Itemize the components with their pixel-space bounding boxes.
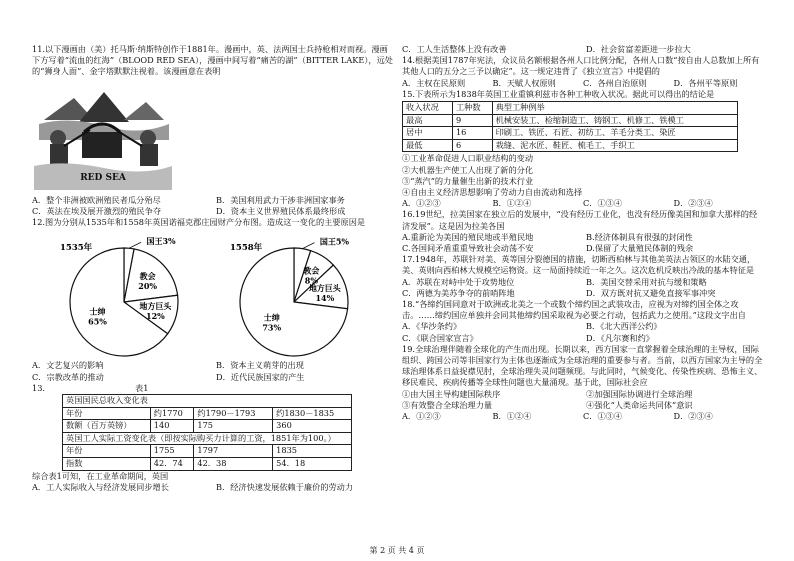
q12-option-d: D．近代民族国家的产生 (216, 371, 305, 382)
q16-option-d: D.保留了大量殖民体制的残余 (586, 243, 694, 254)
pie-1535-label-1: 教会 20% (138, 271, 157, 292)
table-cell: 约1830－1835 (273, 407, 352, 420)
q14-option-c: C．各州自治原则 (583, 77, 647, 88)
q16-option-b: B.经济体制具有很强的封闭性 (586, 231, 693, 242)
table-cell: 42．74 (150, 458, 194, 471)
q16-option-c: C.各国间矛盾重重导致社会动荡不安 (402, 243, 534, 254)
q13-heading (32, 383, 394, 394)
table-cell: 数额（百万英镑） (63, 420, 151, 433)
table-row (403, 127, 738, 140)
pie-1558-label-1: 教会 8% (303, 266, 320, 287)
q18-options (402, 321, 764, 343)
table-cell: 54．18 (273, 458, 352, 471)
q13-number: 13. (32, 382, 46, 393)
table-cell: 年份 (63, 407, 151, 420)
q18-option-a: A．《华沙条约》 (402, 321, 462, 332)
q19-options (402, 411, 764, 422)
table-cell: 指数 (63, 458, 151, 471)
table-header: 英国国民总收入变化表 (63, 395, 352, 408)
q19-option-c: C．①③④ (583, 411, 623, 422)
table-cell: 最高 (403, 114, 453, 127)
table-cell: 印刷工、铁匠、石匠、初纺工、羊毛分类工、染匠 (492, 127, 737, 140)
q12-pie-charts (32, 230, 372, 360)
q14-option-a: A．主权在民原则 (402, 77, 466, 88)
table-header-cell: 收入状况 (403, 102, 453, 115)
table-row (403, 139, 738, 152)
table-cell: 约1790－1793 (194, 407, 273, 420)
table-cell: 栽缝、泥水匠、鞋匠、梳毛工、手织工 (492, 139, 737, 152)
table-row (63, 420, 352, 433)
table-cell: 1797 (194, 445, 273, 458)
pie-1535-year-label: 1535年 (60, 243, 93, 254)
q12-option-b: B．资本主义萌芽的出现 (216, 360, 304, 371)
q15-options (402, 198, 764, 209)
table-header-cell: 工种数 (452, 102, 492, 115)
national-income-table (62, 394, 352, 471)
table-row (63, 445, 352, 458)
pie-1558-leader-line (302, 243, 314, 249)
table-row (403, 114, 738, 127)
q12-stem: 12.图为分别从1535年和1558年英国诺福克郡庄园财产分布图。造成这一变化的主要原因是 (32, 217, 366, 228)
q12-option-a: A．文艺复兴的影响 (32, 360, 104, 371)
cartoon-caption: RED SEA (80, 172, 126, 183)
q15-item-2: ②大机器生产使工人出现了新的分化 (402, 164, 534, 175)
pie-1558-label-0: 国王5% (319, 237, 350, 248)
q18-option-d: D．《凡尔赛和约》 (586, 332, 654, 343)
q15-stem: 15.下表所示为1838年英国工业重镇利兹市各种工种收入状况。据此可以得出的结论是 (402, 88, 715, 99)
q15-option-b: B．①②④ (492, 198, 532, 209)
q14-options (402, 78, 764, 89)
q13-options-cont (402, 44, 764, 55)
table-cell: 居中 (403, 127, 453, 140)
q14-option-b: B．天赋人权原则 (492, 77, 556, 88)
q13-option-d: D．社会贫富差距进一步拉大 (586, 44, 691, 54)
q15-item-3: ③“蒸汽”的力量催生出新的技术行业 (402, 175, 534, 186)
table-row (63, 407, 352, 420)
q11-option-b: B．美国利用武力干涉非洲国家事务 (216, 194, 345, 205)
q13-options (32, 482, 394, 493)
q15-option-c: C．①③④ (583, 198, 623, 209)
q17-options (402, 277, 764, 299)
table-cell: 16 (452, 127, 492, 140)
q17-option-b: B．美国交替采用对抗与缓和策略 (586, 276, 707, 287)
q13-stem: 综合表1可知，在工业革命期间，英国 (32, 470, 169, 481)
table-cell: 1835 (273, 445, 352, 458)
table-cell: 360 (273, 420, 352, 433)
page-footer: 第 2 页 共 4 页 (369, 546, 425, 555)
q13-table-title: 表1 (135, 382, 149, 393)
table-cell: 1755 (150, 445, 194, 458)
q12-option-c: C．宗教改革的推动 (32, 371, 104, 382)
q13-option-c: C．工人生活整体上没有改善 (402, 44, 507, 54)
q11-option-c: C．英法在埃及展开激烈的殖民争夺 (32, 206, 162, 217)
q19-stem: 19.全球治理伴随着全球化的产生而出现。长期以来，西方国家一直掌握着全球治理的主导权，国际组织、跨国公司等非国家行为主体也逐渐成为全球治理的重要参与者。当前，以西方国家为主导的全球治理体系日益捉襟见肘，全球治理失灵问题频现。与此同时，气候变化、传染性疾病、恐怖主义、移民难民、疾病传播等全球性问题也大量涌现。基于此，国际社会应 (402, 343, 763, 388)
q15-option-a: A．①②③ (402, 198, 441, 209)
q15-option-d: D．②③④ (673, 198, 713, 209)
table-cell: 6 (452, 139, 492, 152)
q16-stem: 16.19世纪，拉美国家在独立后的发展中，“没有经历工业化，也没有经历像美国和加拿大那样的经济发展”。这是因为拉美各国 (402, 209, 758, 231)
q15-item-4: ④自由主义经济思想影响了劳动力自由流动和选择 (402, 187, 583, 197)
table-cell: 175 (194, 420, 273, 433)
q15-item-1: ①工业革命促进人口职业结构的变动 (402, 153, 534, 164)
table-cell: 最低 (403, 139, 453, 152)
q19-items (402, 389, 764, 411)
leeds-income-table (402, 101, 738, 152)
left-column (32, 44, 394, 493)
pie-1558-label-3: 士绅 73% (262, 313, 282, 334)
q14-stem: 14.根据美国1787年宪法，众议员名额根据各州人口比例分配，各州人口数“按自由人总数加上所有其他人口的五分之三予以确定”。这一规定违背了《独立宣言》中提倡的 (402, 55, 760, 77)
table-header-row (403, 102, 738, 115)
q13-option-b: B．经济快速发展依赖于廉价的劳动力 (216, 481, 354, 492)
table-cell: 年份 (63, 445, 151, 458)
table-cell: 140 (150, 420, 194, 433)
pie-1535-label-0: 国王3% (146, 236, 176, 247)
pie-1558-label-2: 地方巨头 14% (308, 283, 341, 304)
q19-item-3: ③有效整合全球治理力量 (402, 399, 493, 410)
pie-1558-year-label: 1558年 (230, 243, 263, 254)
q18-option-c: C．《联合国家宣言》 (402, 332, 478, 343)
table-cell: 约1770 (150, 407, 194, 420)
q14-option-d: D．各州平等原则 (673, 77, 738, 88)
q16-option-a: A.重新沦为美国的殖民地或半殖民地 (402, 231, 534, 242)
table-cell: 9 (452, 114, 492, 127)
table-cell: 42．38 (194, 458, 273, 471)
q11-option-d: D．资本主义世界殖民体系最终形成 (216, 206, 346, 217)
q17-option-a: A．苏联在对峙中处于攻势地位 (402, 276, 515, 287)
pie-chart-1535 (32, 230, 202, 360)
q19-item-4: ④强化“人类命运共同体”意识 (586, 399, 693, 410)
q19-option-b: B．①②④ (492, 411, 532, 422)
q19-option-a: A．①②③ (402, 411, 441, 422)
nast-cartoon-image (34, 80, 172, 190)
q19-option-d: D．②③④ (673, 411, 713, 422)
pie-1535-leader-line (129, 243, 141, 249)
table-header-cell: 典型工种例举 (492, 102, 737, 115)
q11-stem: 11.以下漫画由（美）托马斯·纳斯特创作于1881年。漫画中，英、法两国士兵持枪相对而视。漫画下方写着“流血的红海”（BLOOD RED SEA），漫画中间写着“痛苦的湖”（BITTER LAKE），远处的“狮身人面”、金字塔默默注视着。该漫画意在表明 (32, 44, 393, 77)
q11-options (32, 195, 394, 217)
pie-1535-label-3: 士绅 65% (88, 306, 107, 327)
q19-item-1: ①由大国主导构建国际秩序 (402, 388, 501, 399)
table-header: 英国工人实际工资变化表（即按实际购买力计算的工资，1851年为100。） (63, 432, 352, 445)
right-column (402, 44, 764, 422)
q17-option-d: D．双方既对抗又避免直接军事冲突 (586, 287, 716, 298)
q17-stem: 17.1948年，苏联针对美、英等国分裂德国的措施，切断西柏林与其他美英法占领区的水陆交通，美、英则向西柏林大规模空运物资。这一局面持续近一年之久。这次危机反映出冷战的基本特征是 (402, 254, 756, 276)
q13-option-a: A．工人实际收入与经济发展同步增长 (32, 481, 169, 492)
q11-option-a: A．整个非洲被欧洲殖民者瓜分殆尽 (32, 194, 161, 205)
q18-stem: 18.“各缔约国同意对于欧洲或北美之一个或数个缔约国之武装攻击，应视为对缔约国全体之攻击。……缔约国应单独并会同其他缔约国采取视为必要之行动，包括武力之使用。”这段文字出自 (402, 299, 746, 321)
table-cell: 机械安装工、检缩制造工、铸钢工、机修工、铁模工 (492, 114, 737, 127)
table-row (63, 458, 352, 471)
pie-1535-label-2: 地方巨头 12% (139, 301, 172, 322)
q16-options (402, 232, 764, 254)
q17-option-c: C．两德为美苏争夺的前哨阵地 (402, 287, 515, 298)
q19-item-2: ②加强国际协调进行全球治理 (586, 388, 693, 399)
pie-chart-1558 (202, 230, 372, 360)
q12-options (32, 360, 394, 382)
q18-option-b: B．《北大西洋公约》 (586, 321, 662, 332)
